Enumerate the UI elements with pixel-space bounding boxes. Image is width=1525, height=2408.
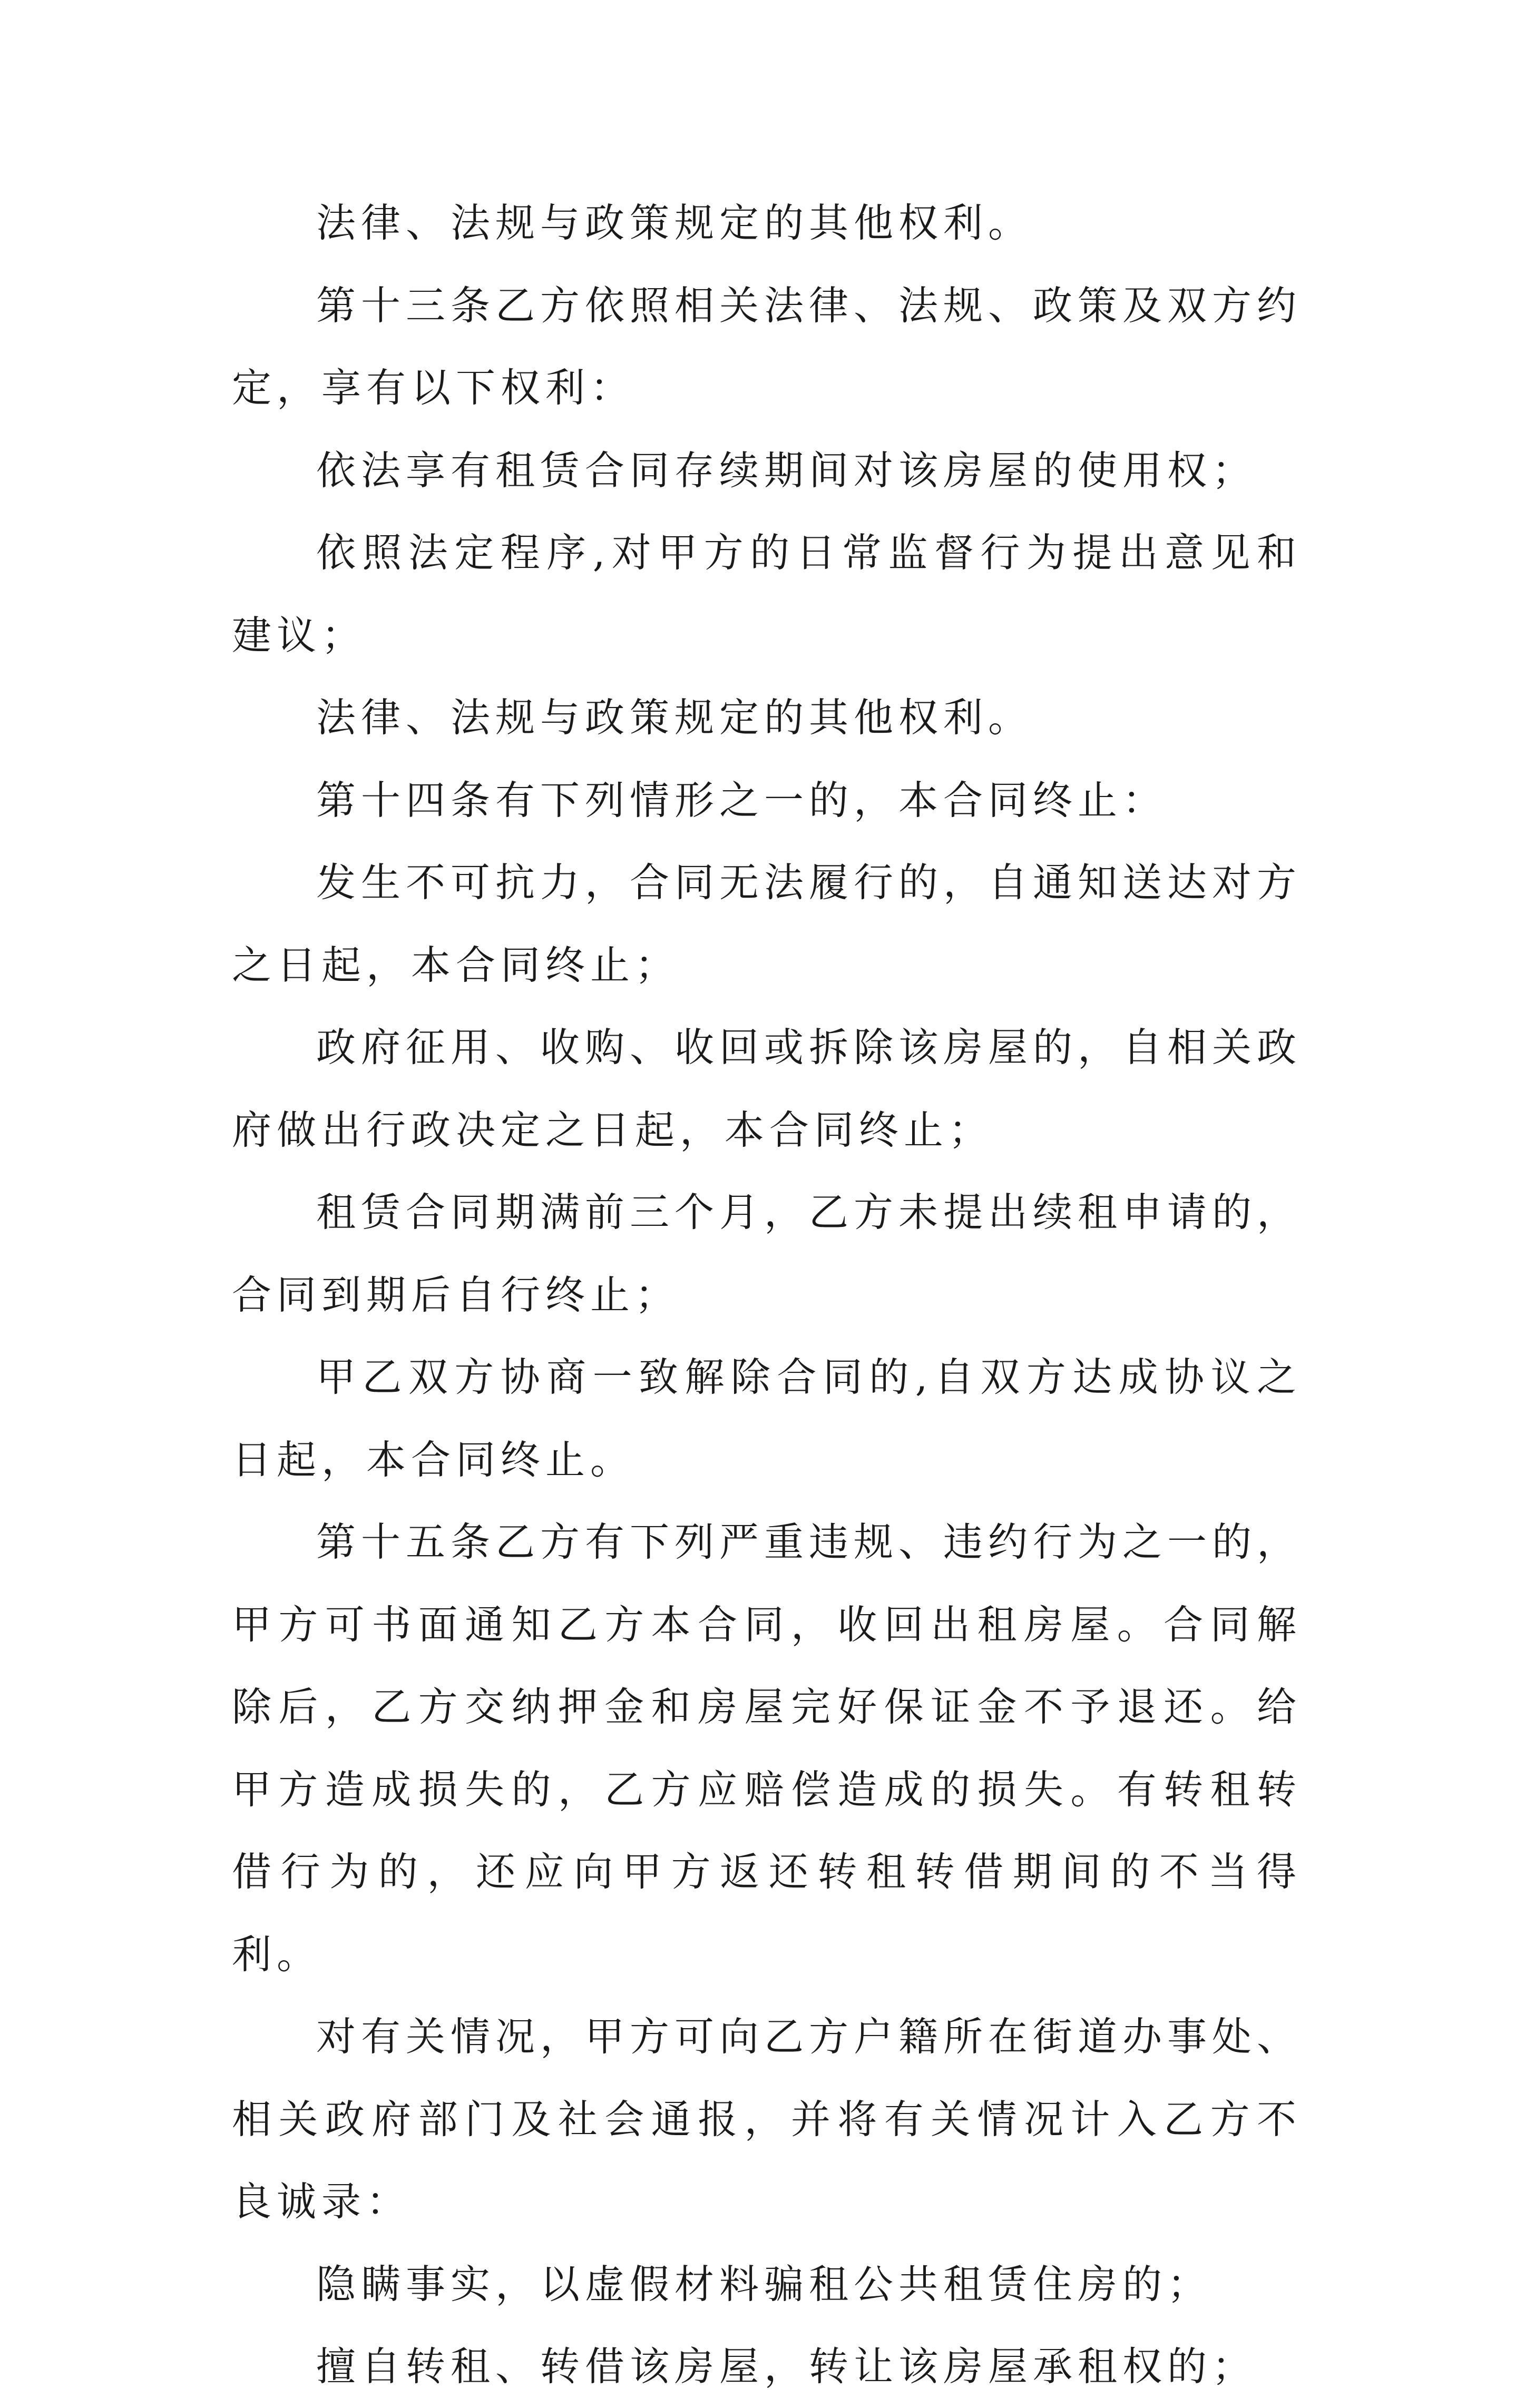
- paragraph-government-expropriation: 政府征用、收购、收回或拆除该房屋的，自相关政府做出行政决定之日起，本合同终止；: [232, 1024, 1302, 1153]
- document-body: [232, 182, 1302, 2408]
- paragraph-unauthorized-sublease: 擅自转租、转借该房屋，转让该房屋承租权的；: [316, 2343, 1257, 2390]
- paragraph-expiry-no-renewal: 租赁合同期满前三个月，乙方未提出续租申请的，合同到期后自行终止；: [232, 1189, 1302, 1318]
- paragraph-force-majeure: 发生不可抗力，合同无法履行的，自通知送达对方之日起，本合同终止；: [232, 859, 1302, 988]
- paragraph-right-of-use: 依法享有租赁合同存续期间对该房屋的使用权；: [316, 447, 1257, 494]
- paragraph-other-rights-b: 法律、法规与政策规定的其他权利。: [316, 694, 1033, 741]
- paragraph-notification: 对有关情况，甲方可向乙方户籍所在街道办事处、相关政府部门及社会通报，并将有关情况计入乙方不良诚录：: [232, 2013, 1302, 2225]
- paragraph-right-to-suggest: 依照法定程序,对甲方的日常监督行为提出意见和建议；: [232, 529, 1302, 658]
- paragraph-false-materials: 隐瞒事实，以虚假材料骗租公共租赁住房的；: [316, 2260, 1213, 2307]
- paragraph-article-13: 第十三条乙方依照相关法律、法规、政策及双方约定，享有以下权利：: [232, 282, 1302, 411]
- paragraph-article-15: 第十五条乙方有下列严重违规、违约行为之一的，甲方可书面通知乙方本合同，收回出租房屋。合同解除后，乙方交纳押金和房屋完好保证金不予退还。给甲方造成损失的，乙方应赔偿造成的损失。有转租转借行为的，还应向甲方返还转租转借期间的不当得利。: [232, 1519, 1302, 1978]
- paragraph-article-14: 第十四条有下列情形之一的，本合同终止：: [316, 777, 1168, 823]
- paragraph-mutual-termination: 甲乙双方协商一致解除合同的,自双方达成协议之日起，本合同终止。: [232, 1354, 1302, 1483]
- paragraph-other-rights-a: 法律、法规与政策规定的其他权利。: [316, 200, 1033, 246]
